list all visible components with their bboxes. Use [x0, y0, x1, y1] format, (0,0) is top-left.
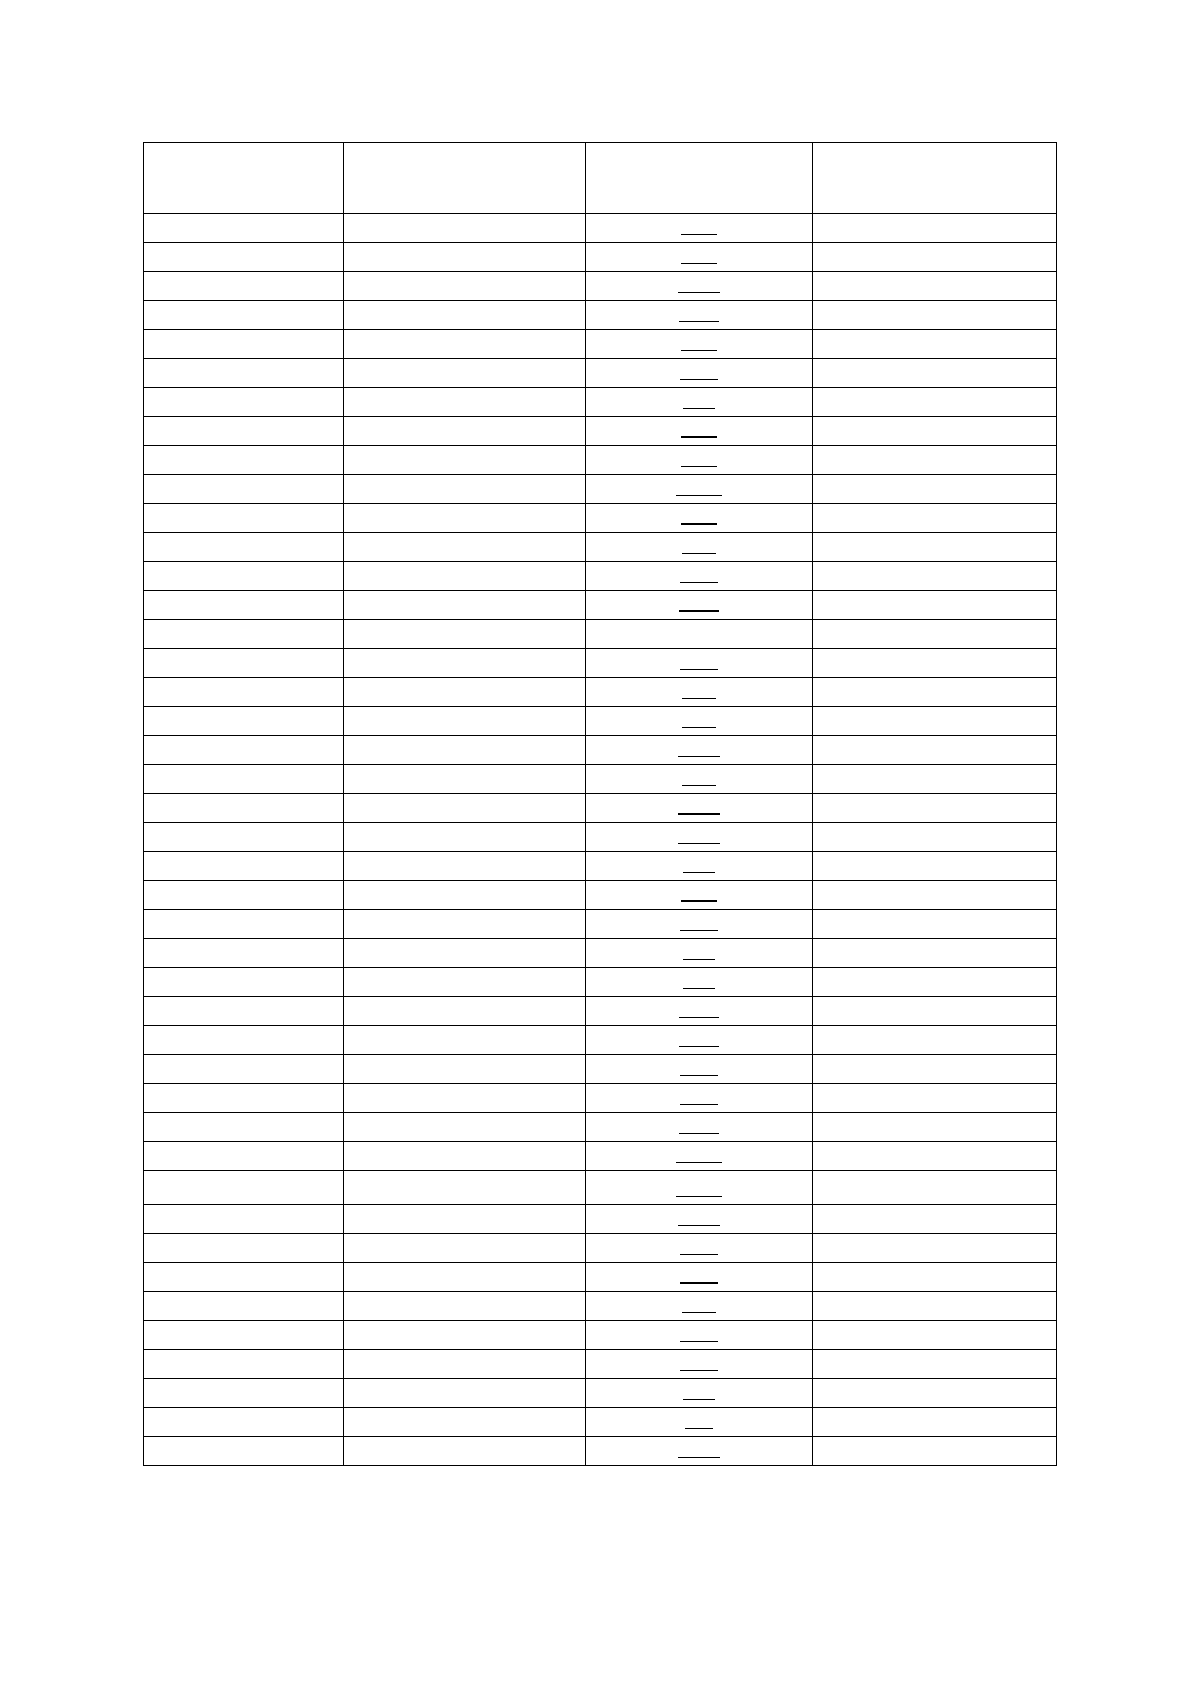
fill-in-blank-line[interactable] [679, 321, 719, 322]
fill-in-blank-line[interactable] [680, 582, 718, 583]
table-cell [813, 1171, 1057, 1205]
table-cell [144, 446, 344, 475]
table-cell[interactable] [586, 823, 813, 852]
table-cell[interactable] [586, 939, 813, 968]
table-cell [144, 1142, 344, 1171]
table-cell [144, 475, 344, 504]
table-row [144, 243, 1057, 272]
fill-in-blank-line[interactable] [683, 959, 715, 960]
table-cell [144, 562, 344, 591]
fill-in-blank-line[interactable] [680, 930, 718, 931]
table-cell [813, 707, 1057, 736]
fill-in-blank-line[interactable] [682, 698, 716, 699]
fill-in-blank-line[interactable] [676, 1162, 722, 1163]
table-row [144, 649, 1057, 678]
table-row [144, 1026, 1057, 1055]
fill-in-blank-line[interactable] [682, 785, 716, 786]
table-cell[interactable] [586, 707, 813, 736]
table-cell[interactable] [586, 765, 813, 794]
table-cell [813, 243, 1057, 272]
table-cell [344, 1113, 586, 1142]
table-cell [344, 1292, 586, 1321]
table-cell [344, 301, 586, 330]
table-cell[interactable] [586, 910, 813, 939]
table-cell [813, 620, 1057, 649]
table-cell [344, 243, 586, 272]
table-cell [344, 562, 586, 591]
table-row [144, 1321, 1057, 1350]
table-cell [813, 301, 1057, 330]
fill-in-blank-line[interactable] [683, 872, 715, 873]
table-row [144, 1234, 1057, 1263]
table-cell [813, 562, 1057, 591]
table-cell [344, 649, 586, 678]
table-cell [344, 968, 586, 997]
table-cell [144, 330, 344, 359]
table-cell[interactable] [586, 1055, 813, 1084]
table-row [144, 823, 1057, 852]
table-row [144, 1263, 1057, 1292]
table-cell [344, 272, 586, 301]
table-row [144, 1171, 1057, 1205]
header-cell [813, 143, 1057, 214]
table-cell [813, 1350, 1057, 1379]
table-cell[interactable] [586, 736, 813, 765]
table-cell [813, 1437, 1057, 1466]
table-cell [144, 736, 344, 765]
table-cell [144, 272, 344, 301]
table-cell [344, 852, 586, 881]
table-cell [144, 1084, 344, 1113]
table-cell [344, 591, 586, 620]
table-cell [144, 678, 344, 707]
table-row [144, 910, 1057, 939]
table-row [144, 1408, 1057, 1437]
table-cell [144, 504, 344, 533]
table-cell [144, 243, 344, 272]
table-cell[interactable] [586, 1321, 813, 1350]
table-cell[interactable] [586, 1437, 813, 1466]
table-cell [144, 1437, 344, 1466]
fill-in-blank-line[interactable] [681, 234, 717, 235]
table-cell[interactable] [586, 1350, 813, 1379]
table-cell[interactable] [586, 475, 813, 504]
table-row [144, 1292, 1057, 1321]
table-cell [813, 330, 1057, 359]
table-cell [144, 1379, 344, 1408]
table-row [144, 852, 1057, 881]
table-cell [144, 1205, 344, 1234]
table-cell [813, 794, 1057, 823]
table-cell [144, 591, 344, 620]
fill-in-blank-line[interactable] [683, 988, 715, 989]
table-cell [344, 475, 586, 504]
table-cell [586, 620, 813, 649]
fill-in-blank-line[interactable] [681, 263, 717, 264]
table-cell [344, 533, 586, 562]
table-cell [813, 968, 1057, 997]
table-cell [144, 939, 344, 968]
table-cell [344, 881, 586, 910]
table-row [144, 359, 1057, 388]
table-row [144, 388, 1057, 417]
table-cell [144, 1408, 344, 1437]
fill-in-blank-line[interactable] [678, 756, 720, 757]
table-row [144, 330, 1057, 359]
fill-in-blank-line[interactable] [680, 1254, 718, 1255]
table-cell [344, 678, 586, 707]
table-cell [144, 649, 344, 678]
table-cell [144, 968, 344, 997]
table-row [144, 678, 1057, 707]
table-cell [813, 765, 1057, 794]
table-cell [144, 620, 344, 649]
table-row [144, 765, 1057, 794]
table-cell [144, 1171, 344, 1205]
table-cell[interactable] [586, 1234, 813, 1263]
table-cell [813, 997, 1057, 1026]
fill-in-blank-line[interactable] [681, 350, 717, 351]
table-cell [144, 214, 344, 243]
table-cell [813, 446, 1057, 475]
table-cell [813, 272, 1057, 301]
table-cell [344, 1205, 586, 1234]
table-cell[interactable] [586, 678, 813, 707]
fill-in-blank-line[interactable] [678, 292, 720, 293]
table-row [144, 533, 1057, 562]
table-row [144, 1379, 1057, 1408]
table-row [144, 794, 1057, 823]
table-cell [144, 1055, 344, 1084]
header-row [144, 143, 1057, 214]
fill-in-blank-line[interactable] [678, 813, 720, 815]
header-cell [586, 143, 813, 214]
table-cell [344, 1234, 586, 1263]
table-cell [344, 1379, 586, 1408]
table-cell [144, 823, 344, 852]
table-cell [344, 620, 586, 649]
table-row [144, 272, 1057, 301]
table-cell [344, 1026, 586, 1055]
table-row [144, 417, 1057, 446]
table-cell[interactable] [586, 1142, 813, 1171]
table-row [144, 1350, 1057, 1379]
table-cell [344, 417, 586, 446]
table-cell [813, 1084, 1057, 1113]
table-cell [344, 823, 586, 852]
table-cell [344, 1142, 586, 1171]
table-cell [813, 533, 1057, 562]
table-cell [144, 1113, 344, 1142]
fill-in-blank-line[interactable] [679, 1017, 719, 1018]
table-cell[interactable] [586, 272, 813, 301]
table-cell [813, 1142, 1057, 1171]
fill-in-blank-line[interactable] [676, 1196, 722, 1197]
table-cell [144, 910, 344, 939]
table-cell[interactable] [586, 504, 813, 533]
table-cell [813, 214, 1057, 243]
table-cell[interactable] [586, 243, 813, 272]
table-row [144, 707, 1057, 736]
table-cell [144, 1263, 344, 1292]
table-cell [144, 417, 344, 446]
table-row [144, 939, 1057, 968]
table-cell [344, 707, 586, 736]
table-row [144, 214, 1057, 243]
table-cell [813, 823, 1057, 852]
fill-in-blank-line[interactable] [681, 523, 717, 525]
table-row [144, 1205, 1057, 1234]
table-cell[interactable] [586, 446, 813, 475]
table-row [144, 301, 1057, 330]
table-cell[interactable] [586, 591, 813, 620]
table-cell [144, 707, 344, 736]
table-cell [344, 359, 586, 388]
table-cell[interactable] [586, 359, 813, 388]
table-row [144, 504, 1057, 533]
table-cell [813, 852, 1057, 881]
table-cell [344, 388, 586, 417]
fill-in-blank-line[interactable] [679, 1133, 719, 1134]
fill-in-blank-line[interactable] [678, 843, 720, 844]
header-cell [344, 143, 586, 214]
header-cell [144, 143, 344, 214]
table-row [144, 475, 1057, 504]
table-cell[interactable] [586, 794, 813, 823]
fill-in-blank-line[interactable] [685, 1428, 713, 1429]
table-row [144, 881, 1057, 910]
table-cell [813, 1408, 1057, 1437]
table-cell[interactable] [586, 1263, 813, 1292]
table-row [144, 591, 1057, 620]
table-cell [144, 533, 344, 562]
table-cell [813, 417, 1057, 446]
fill-in-blank-line[interactable] [680, 1104, 718, 1105]
table-cell[interactable] [586, 330, 813, 359]
table-cell[interactable] [586, 968, 813, 997]
table-cell[interactable] [586, 852, 813, 881]
table-cell[interactable] [586, 417, 813, 446]
table-row [144, 1084, 1057, 1113]
table-cell [813, 678, 1057, 707]
fill-in-blank-line[interactable] [683, 408, 715, 409]
table-cell [344, 330, 586, 359]
table-cell [144, 852, 344, 881]
form-table-body [144, 143, 1057, 1466]
table-cell [344, 1437, 586, 1466]
table-cell [144, 1026, 344, 1055]
table-cell [144, 1292, 344, 1321]
table-cell [144, 301, 344, 330]
table-cell[interactable] [586, 533, 813, 562]
fill-in-blank-line[interactable] [681, 436, 717, 438]
table-row [144, 997, 1057, 1026]
table-cell [144, 1234, 344, 1263]
table-row [144, 736, 1057, 765]
fill-in-blank-line[interactable] [678, 1457, 720, 1458]
table-cell [813, 1234, 1057, 1263]
table-cell[interactable] [586, 1113, 813, 1142]
table-cell [144, 765, 344, 794]
table-cell [813, 649, 1057, 678]
fill-in-blank-line[interactable] [679, 610, 719, 612]
table-cell[interactable] [586, 214, 813, 243]
table-cell [813, 1026, 1057, 1055]
table-row [144, 446, 1057, 475]
fill-in-blank-line[interactable] [682, 727, 716, 728]
fill-in-blank-line[interactable] [682, 553, 716, 554]
table-cell [813, 736, 1057, 765]
table-cell [344, 1263, 586, 1292]
fill-in-blank-line[interactable] [681, 900, 717, 902]
table-cell [144, 388, 344, 417]
table-cell[interactable] [586, 997, 813, 1026]
table-cell [813, 1205, 1057, 1234]
table-cell [813, 910, 1057, 939]
table-cell [344, 910, 586, 939]
table-cell [813, 591, 1057, 620]
table-row [144, 968, 1057, 997]
table-cell [144, 881, 344, 910]
table-row [144, 1055, 1057, 1084]
table-cell[interactable] [586, 1292, 813, 1321]
table-cell[interactable] [586, 1171, 813, 1205]
table-cell [344, 1055, 586, 1084]
table-cell [344, 214, 586, 243]
form-table [143, 142, 1057, 1466]
table-cell [344, 736, 586, 765]
table-cell [813, 359, 1057, 388]
table-cell [813, 475, 1057, 504]
table-cell [344, 794, 586, 823]
table-cell[interactable] [586, 301, 813, 330]
table-cell [144, 1350, 344, 1379]
table-row [144, 1142, 1057, 1171]
table-cell [813, 1321, 1057, 1350]
table-cell[interactable] [586, 881, 813, 910]
table-cell[interactable] [586, 649, 813, 678]
table-row [144, 1437, 1057, 1466]
fill-in-blank-line[interactable] [678, 1225, 720, 1226]
table-cell[interactable] [586, 1084, 813, 1113]
table-cell[interactable] [586, 1026, 813, 1055]
fill-in-blank-line[interactable] [680, 669, 718, 670]
table-cell [344, 939, 586, 968]
fill-in-blank-line[interactable] [682, 1312, 716, 1313]
table-cell [813, 1263, 1057, 1292]
table-cell[interactable] [586, 1408, 813, 1437]
table-row [144, 620, 1057, 649]
table-cell[interactable] [586, 1379, 813, 1408]
table-cell [813, 1292, 1057, 1321]
fill-in-blank-line[interactable] [683, 1399, 715, 1400]
table-cell [344, 1350, 586, 1379]
table-cell [344, 997, 586, 1026]
table-cell [144, 359, 344, 388]
table-cell [344, 446, 586, 475]
table-cell[interactable] [586, 1205, 813, 1234]
table-cell [344, 504, 586, 533]
table-cell[interactable] [586, 388, 813, 417]
table-cell [344, 1171, 586, 1205]
table-cell [813, 1113, 1057, 1142]
fill-in-blank-line[interactable] [680, 1075, 718, 1076]
table-cell [144, 794, 344, 823]
table-cell [813, 1379, 1057, 1408]
fill-in-blank-line[interactable] [681, 466, 717, 467]
fill-in-blank-line[interactable] [680, 1282, 718, 1284]
table-cell [344, 1321, 586, 1350]
table-cell[interactable] [586, 562, 813, 591]
table-cell [813, 881, 1057, 910]
fill-in-blank-line[interactable] [680, 1370, 718, 1371]
table-cell [144, 1321, 344, 1350]
table-cell [344, 1084, 586, 1113]
table-row [144, 562, 1057, 591]
table-cell [813, 504, 1057, 533]
table-row [144, 1113, 1057, 1142]
table-cell [144, 997, 344, 1026]
table-cell [344, 765, 586, 794]
table-cell [813, 939, 1057, 968]
fill-in-blank-line[interactable] [679, 1046, 719, 1047]
fill-in-blank-line[interactable] [680, 379, 718, 380]
fill-in-blank-line[interactable] [676, 495, 722, 496]
table-cell [344, 1408, 586, 1437]
fill-in-blank-line[interactable] [680, 1341, 718, 1342]
table-cell [813, 1055, 1057, 1084]
table-cell [813, 388, 1057, 417]
